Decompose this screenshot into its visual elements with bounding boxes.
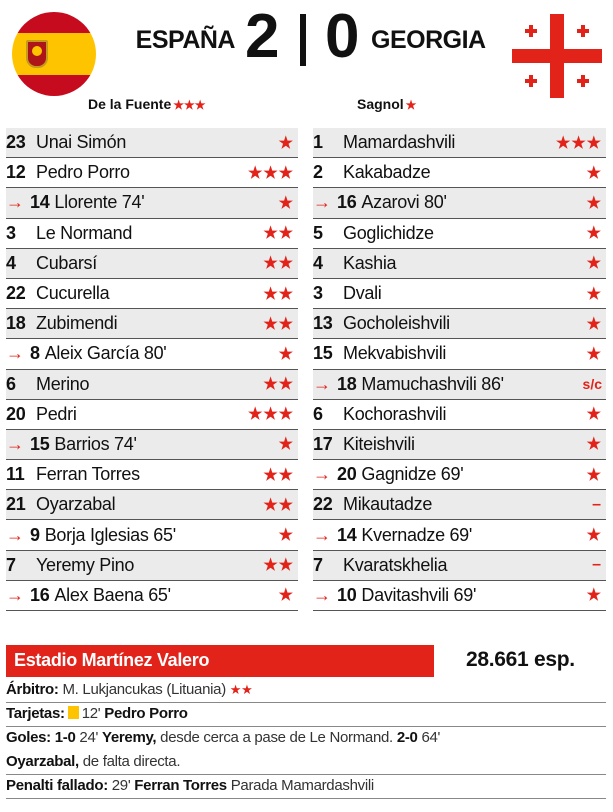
player-row [6, 128, 298, 158]
substitution-arrow-icon: → [313, 192, 331, 213]
player-number: 13 [313, 313, 333, 334]
stadium-name: Estadio Martínez Valero [14, 650, 210, 670]
player-row [6, 520, 298, 550]
star-rating: ★ [278, 587, 294, 605]
cards-line [6, 705, 606, 727]
player-number: 6 [313, 403, 323, 424]
player-row [313, 520, 606, 550]
player-row [6, 430, 298, 460]
player-name: Dvali [343, 283, 382, 304]
player-row [313, 188, 606, 218]
attendance: 28.661 esp. [466, 648, 575, 671]
goals-label: Goles: [6, 729, 51, 746]
player-name: Davitashvili 69' [361, 584, 477, 605]
referee-name: M. Lukjancukas (Lituania) [62, 681, 226, 698]
goals-line [6, 729, 606, 751]
star-rating: ★★ [263, 376, 294, 394]
player-name: Borja Iglesias 65' [44, 524, 176, 545]
home-coach [88, 96, 206, 112]
player-number: 18 [6, 313, 26, 334]
goal1-minute: 24' [79, 729, 99, 746]
star-rating: ★★★ [555, 134, 602, 152]
player-number: 7 [6, 554, 16, 575]
star-rating: ★ [278, 194, 294, 212]
star-rating: ★★ [263, 557, 294, 575]
score-divider [300, 14, 306, 66]
substitution-arrow-icon: → [6, 524, 24, 545]
star-rating: ★ [278, 436, 294, 454]
goal1-desc: desde cerca a pase de Le Normand. [160, 729, 393, 746]
player-number: 16 [30, 584, 50, 605]
player-row [313, 339, 606, 369]
player-number: 8 [30, 343, 40, 364]
player-row [313, 581, 606, 611]
player-name: Alex Baena 65' [54, 584, 171, 605]
player-name: Le Normand [36, 222, 133, 243]
star-rating: ★★ [263, 255, 294, 273]
player-rating: – [592, 495, 602, 513]
star-rating: ★ [586, 345, 602, 363]
substitution-arrow-icon: → [6, 433, 24, 454]
player-number: 18 [337, 373, 357, 394]
substitution-arrow-icon: → [313, 373, 331, 394]
georgia-flag-icon [512, 14, 602, 98]
player-row [6, 219, 298, 249]
star-rating: ★★ [263, 496, 294, 514]
away-coach-name: Sagnol [357, 96, 404, 112]
player-row [313, 128, 606, 158]
home-coach-rating: ★★★ [173, 98, 206, 112]
player-number: 2 [313, 162, 323, 183]
player-name: Barrios 74' [54, 433, 137, 454]
card-minute: 12' [81, 705, 101, 722]
player-number: 21 [6, 494, 26, 515]
player-row [6, 339, 298, 369]
player-name: Cucurella [36, 283, 110, 304]
star-rating: ★ [586, 466, 602, 484]
player-number: 14 [337, 524, 357, 545]
player-number: 9 [30, 524, 40, 545]
player-name: Oyarzabal [36, 494, 116, 515]
player-rating: s/c [582, 376, 602, 393]
star-rating: ★★ [263, 225, 294, 243]
player-number: 23 [6, 132, 26, 153]
star-rating: ★★★ [247, 406, 294, 424]
player-name: Pedro Porro [36, 162, 130, 183]
penalty-desc: Parada Mamardashvili [230, 777, 374, 794]
star-rating: ★ [586, 587, 602, 605]
cards-label: Tarjetas: [6, 705, 65, 722]
player-row [6, 460, 298, 490]
player-number: 20 [6, 403, 26, 424]
star-rating: ★★★ [247, 164, 294, 182]
substitution-arrow-icon: → [6, 343, 24, 364]
home-coach-name: De la Fuente [88, 96, 172, 112]
substitution-arrow-icon: → [313, 524, 331, 545]
player-name: Yeremy Pino [36, 554, 135, 575]
player-name: Kvaratskhelia [343, 554, 448, 575]
yellow-card-icon [68, 706, 79, 719]
star-rating: ★★ [263, 285, 294, 303]
player-number: 3 [313, 283, 323, 304]
player-number: 17 [313, 433, 333, 454]
player-number: 11 [6, 464, 25, 485]
star-rating: ★ [586, 406, 602, 424]
player-number: 22 [6, 283, 26, 304]
player-row [313, 279, 606, 309]
player-name: Goglichidze [343, 222, 434, 243]
player-row [313, 370, 606, 400]
player-name: Mikautadze [343, 494, 433, 515]
star-rating: ★ [586, 285, 602, 303]
away-lineup [313, 128, 606, 611]
player-name: Kochorashvili [343, 403, 447, 424]
player-number: 16 [337, 192, 357, 213]
player-row [313, 551, 606, 581]
player-number: 4 [6, 252, 16, 273]
goals-line-2 [6, 753, 606, 775]
player-row [6, 309, 298, 339]
player-row [6, 551, 298, 581]
goal1-score: 1-0 [54, 729, 76, 746]
star-rating: ★ [586, 436, 602, 454]
player-name: Pedri [36, 403, 77, 424]
away-coach [357, 96, 416, 112]
player-name: Llorente 74' [54, 192, 145, 213]
substitution-arrow-icon: → [313, 584, 331, 605]
player-number: 20 [337, 464, 357, 485]
away-team-name: GEORGIA [371, 26, 486, 54]
player-row [313, 158, 606, 188]
away-score: 0 [325, 2, 358, 71]
star-rating: ★★ [263, 466, 294, 484]
player-row [6, 158, 298, 188]
player-name: Mamuchashvili 86' [361, 373, 504, 394]
player-number: 12 [6, 162, 26, 183]
star-rating: ★ [278, 527, 294, 545]
player-name: Unai Simón [36, 132, 127, 153]
player-number: 22 [313, 494, 333, 515]
away-coach-rating: ★ [405, 98, 417, 112]
player-row [313, 460, 606, 490]
player-name: Mekvabishvili [343, 343, 447, 364]
home-lineup [6, 128, 298, 611]
player-name: Gocholeishvili [343, 313, 450, 334]
player-row [6, 490, 298, 520]
substitution-arrow-icon: → [6, 584, 24, 605]
player-number: 4 [313, 252, 323, 273]
player-row [6, 581, 298, 611]
player-row [313, 219, 606, 249]
player-row [313, 249, 606, 279]
star-rating: ★★ [263, 315, 294, 333]
home-score: 2 [245, 2, 278, 71]
player-number: 14 [30, 192, 50, 213]
substitution-arrow-icon: → [313, 464, 331, 485]
player-name: Kakabadze [343, 162, 431, 183]
player-name: Ferran Torres [36, 464, 140, 485]
goal1-scorer: Yeremy, [101, 729, 157, 746]
player-number: 7 [313, 554, 323, 575]
venue-bar [6, 645, 434, 677]
player-row [313, 309, 606, 339]
player-number: 15 [313, 343, 333, 364]
penalty-minute: 29' [111, 777, 131, 794]
player-row [313, 400, 606, 430]
player-row [6, 400, 298, 430]
goal2-desc: de falta directa. [82, 753, 181, 770]
player-number: 5 [313, 222, 323, 243]
player-name: Zubimendi [36, 313, 118, 334]
spain-flag-icon [12, 12, 96, 96]
star-rating: ★ [586, 225, 602, 243]
player-name: Kiteishvili [343, 433, 415, 454]
player-row [313, 430, 606, 460]
player-name: Kashia [343, 252, 397, 273]
player-row [6, 279, 298, 309]
star-rating: ★ [278, 134, 294, 152]
player-row [6, 188, 298, 218]
player-name: Aleix García 80' [44, 343, 167, 364]
player-name: Cubarsí [36, 252, 97, 273]
card-player: Pedro Porro [104, 705, 188, 722]
home-team-name: ESPAÑA [135, 26, 235, 54]
referee-line [6, 681, 606, 703]
player-name: Mamardashvili [343, 132, 456, 153]
star-rating: ★ [586, 315, 602, 333]
penalty-line [6, 777, 606, 799]
star-rating: ★ [586, 255, 602, 273]
player-name: Gagnidze 69' [361, 464, 464, 485]
goal2-minute: 64' [421, 729, 441, 746]
referee-rating: ★★ [229, 682, 253, 697]
player-row [6, 370, 298, 400]
star-rating: ★ [586, 164, 602, 182]
star-rating: ★ [586, 527, 602, 545]
player-rating: – [592, 556, 602, 574]
player-number: 1 [313, 132, 323, 153]
substitution-arrow-icon: → [6, 192, 24, 213]
star-rating: ★ [278, 345, 294, 363]
player-number: 10 [337, 584, 357, 605]
referee-label: Árbitro: [6, 681, 59, 698]
player-row [313, 490, 606, 520]
player-name: Merino [36, 373, 90, 394]
penalty-player: Ferran Torres [134, 777, 227, 794]
match-header [0, 0, 613, 118]
penalty-label: Penalti fallado: [6, 777, 108, 794]
player-number: 15 [30, 433, 50, 454]
star-rating: ★ [586, 194, 602, 212]
goal2-score: 2-0 [396, 729, 418, 746]
player-name: Kvernadze 69' [361, 524, 473, 545]
player-number: 3 [6, 222, 16, 243]
player-number: 6 [6, 373, 16, 394]
goal2-scorer: Oyarzabal, [6, 753, 79, 770]
player-name: Azarovi 80' [361, 192, 447, 213]
player-row [6, 249, 298, 279]
